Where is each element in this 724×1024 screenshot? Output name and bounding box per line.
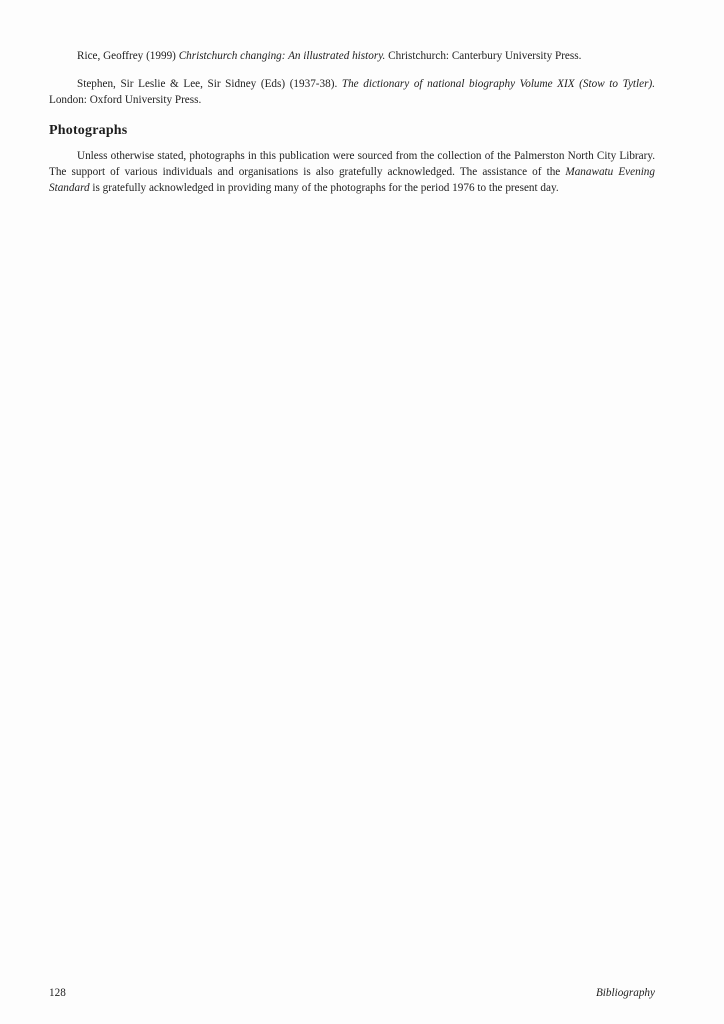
- page-number: 128: [49, 987, 66, 999]
- reference-author: Stephen, Sir Leslie & Lee, Sir Sidney (Eds) (1937-38).: [77, 78, 342, 90]
- reference-publisher: Christchurch: Canterbury University Press.: [385, 50, 582, 62]
- reference-publisher: London: Oxford University Press.: [49, 94, 202, 106]
- page-content: [49, 48, 655, 196]
- photographs-heading: Photographs: [49, 123, 128, 138]
- reference-stephen: [49, 76, 655, 108]
- photographs-text-start: Unless otherwise stated, photographs in this publication were sourced from the collection of the Palmerston North City Library. The support of various individuals and organisations is also gratefully acknowledged. The assistance of the: [49, 150, 655, 178]
- running-footer-section: Bibliography: [595, 987, 655, 999]
- publication-name: Manawatu Evening Standard: [49, 166, 655, 194]
- reference-title: Christchurch changing: An illustrated history.: [178, 50, 386, 62]
- photographs-text-end: is gratefully acknowledged in providing many of the photographs for the period 1976 to the present day.: [89, 182, 559, 194]
- reference-author: Rice, Geoffrey (1999): [77, 50, 179, 62]
- page-footer: [49, 987, 655, 1005]
- photographs-paragraph: [49, 148, 655, 196]
- reference-rice: [49, 48, 655, 64]
- reference-title: The dictionary of national biography Volume XIX (Stow to Tytler).: [341, 78, 655, 90]
